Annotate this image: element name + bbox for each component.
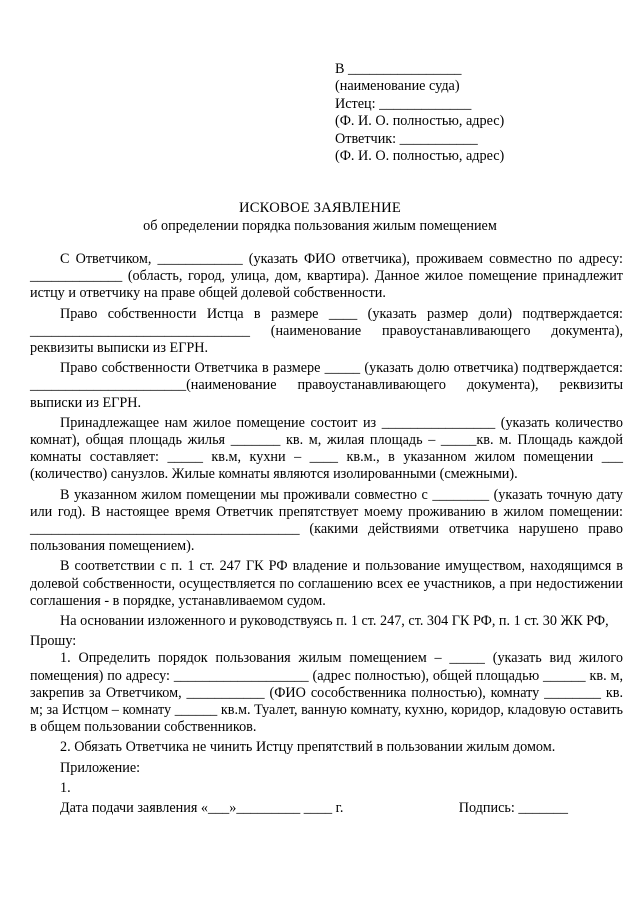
request-item-1: 1. Определить порядок пользования жилым помещением – _____ (указать вид жилого помещения) по адресу: ___________________ (адрес полностью), общей площадью ______ кв. м, закрепив за Ответчиком, ___________ (ФИО сособственника полностью), комнату ________ кв. м; за Истцом – комнату ______ кв.м. Туалет, ванную комнату, кухню, коридор, кладовую оставить в общем пользовании собственников.	[30, 650, 623, 736]
request-heading: Прошу:	[30, 633, 77, 650]
request-item-2: 2. Обязать Ответчика не чинить Истцу препятствий в пользовании жилым домом.	[60, 739, 556, 756]
paragraph-basis: На основании изложенного и руководствуясь п. 1 ст. 247, ст. 304 ГК РФ, п. 1 ст. 30 ЖК РФ,	[60, 613, 609, 630]
paragraph-law: В соответствии с п. 1 ст. 247 ГК РФ владение и пользование имуществом, находящимся в долевой собственности, осуществляется по соглашению всех ее участников, а при недостижении соглашения - в порядке, устанавливаемом судом.	[30, 558, 623, 609]
paragraph-defendant-share: Право собственности Ответчика в размере _____ (указать долю ответчика) подтверждается: ______________________(наименование правоустанавливающего документа), реквизиты выписки из ЕГРН.	[30, 360, 623, 411]
paragraph-plaintiff-share: Право собственности Истца в размере ____ (указать размер доли) подтверждается: _______________________________ (наименование правоустанавливающего документа), реквизиты выписки из ЕГРН.	[30, 305, 623, 357]
defendant-line: Ответчик: ___________	[335, 130, 478, 147]
defendant-hint: (Ф. И. О. полностью, адрес)	[335, 147, 505, 164]
title-subtitle: об определении порядка пользования жилым помещением	[143, 218, 497, 235]
filing-date-label: Дата подачи заявления «___»_________ ____ г.	[60, 800, 344, 817]
paragraph-obstruction: В указанном жилом помещении мы проживали совместно с ________ (указать точную дату или год). В настоящее время Ответчик препятствует моему проживанию в жилом помещении: ______________________________________ (какими действиями ответчика нарушено право пользования помещением).	[30, 486, 623, 555]
signature-label: Подпись: _______	[458, 800, 568, 817]
paragraph-parties: С Ответчиком, ____________ (указать ФИО ответчика), проживаем совместно по адресу: _____________ (область, город, улица, дом, квартира). Данное жилое помещение принадлежит истцу и ответчику на праве общей долевой собственности.	[30, 251, 623, 302]
court-hint: (наименование суда)	[335, 78, 460, 95]
attachments-heading: Приложение:	[60, 759, 141, 776]
paragraph-premises: Принадлежащее нам жилое помещение состоит из ________________ (указать количество комнат), общая площадь жилья _______ кв. м, жилая площадь – _____кв. м. Площадь каждой комнаты составляет: _____ кв.м, кухни – ____ кв.м., в указанном жилом помещении ___ (количество) санузлов. Жилые комнаты являются изолированными (смежными).	[30, 414, 623, 483]
signature-row	[30, 800, 623, 817]
addressee-block	[335, 61, 504, 165]
plaintiff-line: Истец: _____________	[335, 95, 472, 112]
attachment-item-1: 1.	[60, 779, 71, 796]
document-title	[0, 200, 640, 235]
court-line: В ________________	[335, 61, 462, 77]
plaintiff-hint: (Ф. И. О. полностью, адрес)	[335, 113, 505, 130]
title-main: ИСКОВОЕ ЗАЯВЛЕНИЕ	[239, 200, 401, 216]
document-body	[30, 251, 623, 817]
